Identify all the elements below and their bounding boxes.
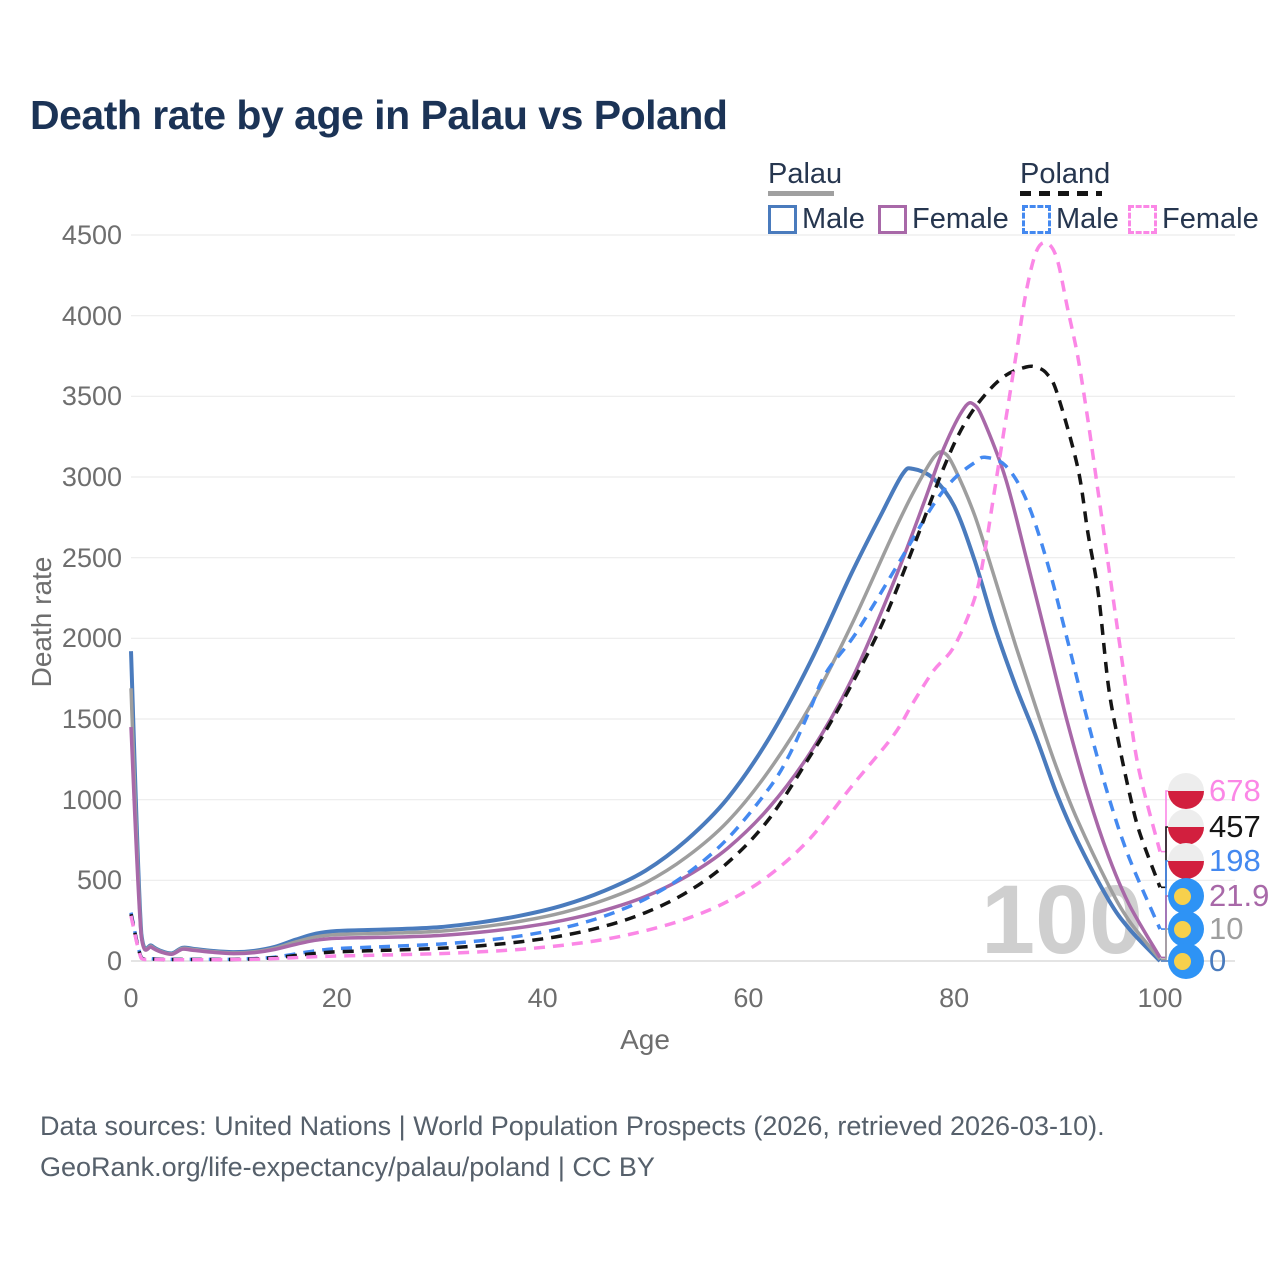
poland-flag-icon bbox=[1168, 809, 1204, 845]
data-sources-line: Data sources: United Nations | World Population Prospects (2026, retrieved 2026-03-10). bbox=[40, 1111, 1105, 1141]
legend-label: Female bbox=[1162, 203, 1259, 235]
x-tick-label: 40 bbox=[527, 983, 558, 1013]
x-tick-label: 0 bbox=[123, 983, 139, 1013]
y-tick-label: 500 bbox=[76, 865, 122, 896]
page-title: Death rate by age in Palau vs Poland bbox=[30, 92, 728, 138]
callout-value: 198 bbox=[1209, 843, 1261, 878]
footer bbox=[40, 1106, 1105, 1188]
callout-value: 0 bbox=[1209, 943, 1227, 978]
poland-flag-icon bbox=[1168, 843, 1204, 879]
y-tick-label: 1500 bbox=[61, 704, 122, 734]
legend-group-palau: Palau bbox=[768, 158, 843, 190]
callout-palau-male bbox=[1168, 943, 1226, 979]
y-axis-title: Death rate bbox=[26, 556, 57, 688]
attribution-line: GeoRank.org/life-expectancy/palau/poland | CC BY bbox=[40, 1152, 655, 1182]
callout-value: 678 bbox=[1209, 773, 1261, 808]
y-tick-label: 3500 bbox=[61, 381, 122, 412]
callout-value: 10 bbox=[1209, 911, 1244, 946]
callout-value: 457 bbox=[1209, 809, 1261, 844]
x-tick-label: 80 bbox=[939, 983, 970, 1013]
y-tick-label: 3000 bbox=[61, 462, 122, 492]
callout-palau-total bbox=[1168, 911, 1243, 947]
svg-text:100: 100 bbox=[981, 865, 1143, 974]
callout-palau-female bbox=[1168, 878, 1269, 914]
x-tick-label: 60 bbox=[733, 983, 764, 1013]
palau-flag-icon bbox=[1168, 878, 1204, 914]
legend-label: Male bbox=[802, 203, 865, 235]
palau-flag-icon bbox=[1168, 911, 1204, 947]
y-tick-label: 4500 bbox=[61, 220, 122, 250]
callout-poland-female bbox=[1168, 773, 1261, 809]
legend-label: Male bbox=[1056, 203, 1119, 235]
y-tick-label: 4000 bbox=[61, 300, 122, 331]
callout-poland-male bbox=[1168, 843, 1261, 879]
x-tick-label: 20 bbox=[321, 983, 352, 1013]
x-tick-label: 100 bbox=[1137, 983, 1183, 1013]
x-axis-title: Age bbox=[620, 1024, 670, 1055]
poland-flag-icon bbox=[1168, 773, 1204, 809]
callout-poland-total bbox=[1168, 809, 1261, 845]
y-tick-label: 0 bbox=[106, 946, 122, 976]
legend-group-poland: Poland bbox=[1020, 158, 1111, 190]
callout-value: 21.9 bbox=[1209, 878, 1270, 913]
y-tick-label: 2500 bbox=[61, 542, 122, 573]
legend-label: Female bbox=[912, 203, 1009, 235]
y-tick-label: 1000 bbox=[61, 784, 122, 815]
palau-flag-icon bbox=[1168, 943, 1204, 979]
y-tick-label: 2000 bbox=[61, 623, 122, 654]
